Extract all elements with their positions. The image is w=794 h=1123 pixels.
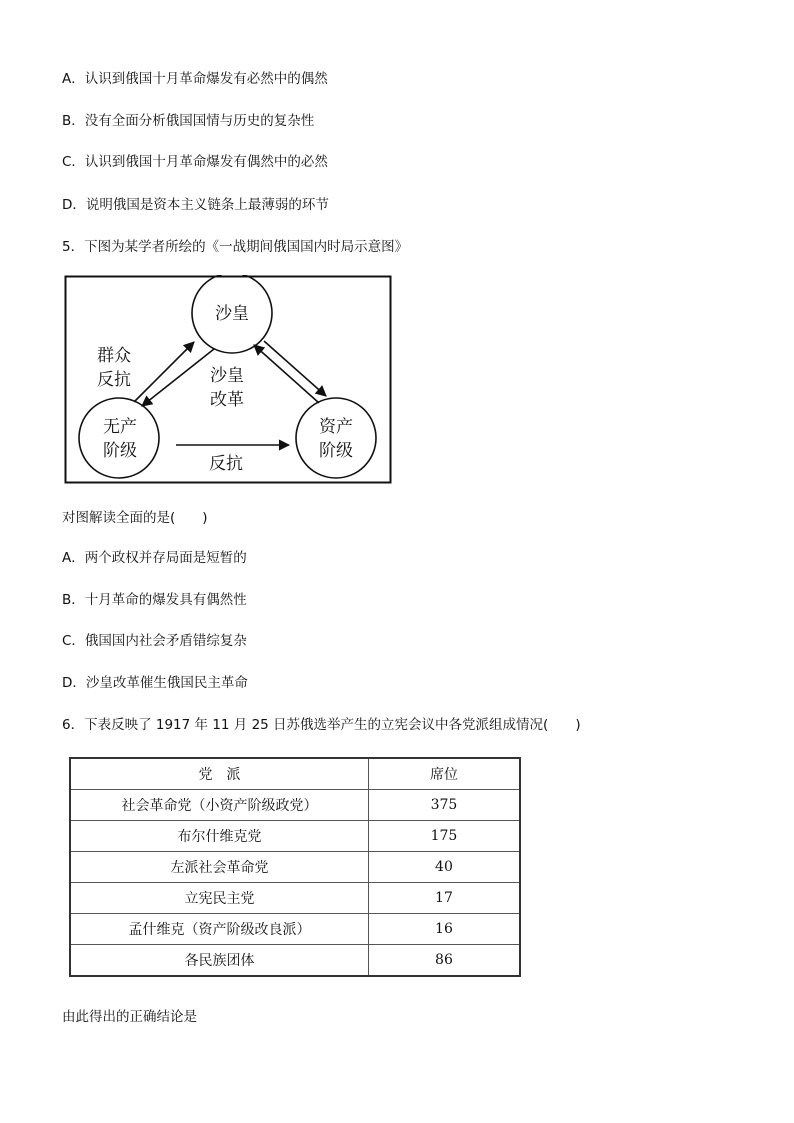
bourgeoisie-label-2: 阶级 xyxy=(319,441,353,461)
proletariat-label-1: 无产 xyxy=(103,417,137,437)
party-cell: 孟什维克（资产阶级改良派） xyxy=(70,914,368,945)
table-row xyxy=(70,821,520,852)
seat-cell: 86 xyxy=(368,945,520,977)
seat-cell: 40 xyxy=(368,852,520,883)
resist-label: 反抗 xyxy=(209,454,243,474)
arrow-tsar-to-bourgeoisie xyxy=(264,341,326,396)
table-row xyxy=(70,790,520,821)
table-row xyxy=(70,945,520,977)
seat-cell: 175 xyxy=(368,821,520,852)
seat-cell: 16 xyxy=(368,914,520,945)
option-c-prev: C．认识到俄国十月革命爆发有偶然中的必然 xyxy=(62,154,328,170)
seat-cell: 17 xyxy=(368,883,520,914)
party-cell: 左派社会革命党 xyxy=(70,852,368,883)
party-cell: 社会革命党（小资产阶级政党） xyxy=(70,790,368,821)
party-cell: 布尔什维克党 xyxy=(70,821,368,852)
question-5-prompt: 对图解读全面的是( ) xyxy=(62,510,208,526)
table-header-row xyxy=(70,758,520,790)
header-seats: 席位 xyxy=(368,758,520,790)
tsar-label: 沙皇 xyxy=(215,304,249,324)
table-row xyxy=(70,883,520,914)
party-seat-table xyxy=(69,757,521,977)
option-b-prev: B．没有全面分析俄国国情与历史的复杂性 xyxy=(62,113,315,129)
question-5-option-b: B．十月革命的爆发具有偶然性 xyxy=(62,592,247,608)
mass-resist-label-2: 反抗 xyxy=(97,370,131,390)
party-cell: 立宪民主党 xyxy=(70,883,368,914)
bourgeoisie-node xyxy=(296,398,376,478)
question-5-stem: 5．下图为某学者所绘的《一战期间俄国国内时局示意图》 xyxy=(62,239,409,255)
tsar-reform-label-1: 沙皇 xyxy=(210,366,244,386)
table-row xyxy=(70,914,520,945)
option-d-prev: D．说明俄国是资本主义链条上最薄弱的环节 xyxy=(62,197,329,213)
party-cell: 各民族团体 xyxy=(70,945,368,977)
bourgeoisie-label-1: 资产 xyxy=(319,417,353,437)
russia-situation-diagram xyxy=(64,275,392,484)
seat-cell: 375 xyxy=(368,790,520,821)
proletariat-node xyxy=(79,398,159,478)
mass-resist-label-1: 群众 xyxy=(97,346,131,366)
tsar-reform-label-2: 改革 xyxy=(210,390,244,410)
question-6-conclusion: 由此得出的正确结论是 xyxy=(62,1009,197,1025)
question-6-stem: 6．下表反映了 1917 年 11 月 25 日苏俄选举产生的立宪会议中各党派组成情况( ) xyxy=(62,717,581,733)
option-a-prev: A．认识到俄国十月革命爆发有必然中的偶然 xyxy=(62,71,328,87)
arrow-bourgeoisie-to-tsar xyxy=(254,345,319,403)
question-5-option-a: A．两个政权并存局面是短暂的 xyxy=(62,550,247,566)
header-party: 党 派 xyxy=(70,758,368,790)
question-5-option-d: D．沙皇改革催生俄国民主革命 xyxy=(62,675,248,691)
table-row xyxy=(70,852,520,883)
proletariat-label-2: 阶级 xyxy=(103,441,137,461)
question-5-option-c: C．俄国国内社会矛盾错综复杂 xyxy=(62,633,247,649)
